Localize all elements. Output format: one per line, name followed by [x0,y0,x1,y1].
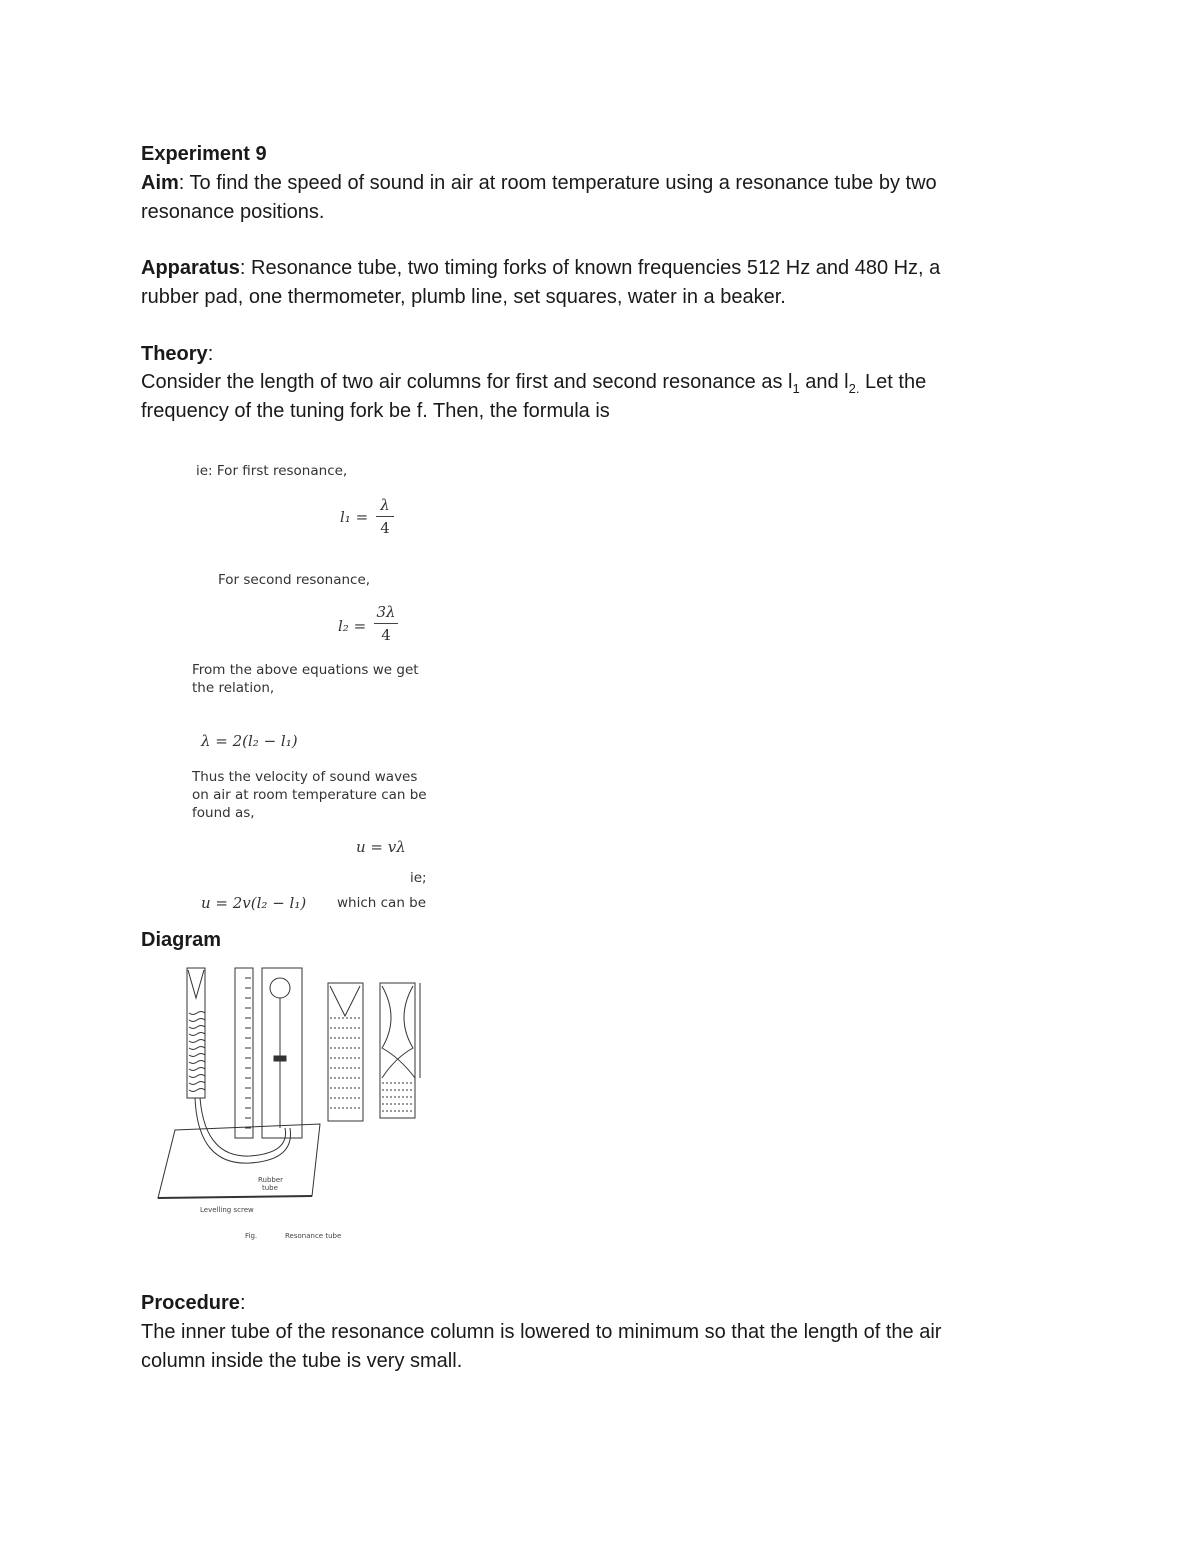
eq1-numerator: λ [380,496,390,514]
metre-scale [235,968,253,1138]
eq2-denominator: 4 [381,626,391,644]
first-resonance-wave [330,986,360,1016]
velocity-line-2: on air at room temperature can be [192,787,427,803]
diagram-fig-label: Fig. [245,1232,258,1240]
apparatus-text-1: : Resonance tube, two timing forks of known frequencies 512 Hz and 480 Hz, a [239,257,941,279]
procedure-line-1: The inner tube of the resonance column is lowered to minimum so that the length of the air [141,1321,942,1343]
diagram-label: Diagram [141,929,222,951]
relation-line-1: From the above equations we get [192,662,419,678]
eq1-lhs: l₁ = [340,508,369,526]
reservoir-bulb [270,978,290,998]
theory-label: Theory [141,343,208,365]
second-column-water [382,1083,414,1111]
theory-colon: : [207,343,214,365]
reservoir-stand [262,968,302,1138]
apparatus-line-1 [141,254,940,283]
second-resonance-wave [382,986,415,1078]
procedure-line-2: column inside the tube is very small. [141,1350,463,1372]
eq2-numerator: 3λ [376,603,396,621]
eq2-fraction [374,603,398,644]
eq3: λ = 2(l₂ − l₁) [201,732,298,750]
procedure-colon: : [239,1292,246,1314]
theory-text-mid: and l [799,371,849,393]
eq2-fraction-bar [374,623,398,624]
eq4: u = vλ [356,838,406,856]
apparatus-line-2: rubber pad, one thermometer, plumb line, set squares, water in a beaker. [141,286,786,308]
velocity-line-1: Thus the velocity of sound waves [192,769,418,785]
procedure-heading [141,1289,246,1318]
theory-line-2: frequency of the tuning fork be f. Then, the formula is [141,400,610,422]
eq1-fraction-bar [376,516,394,517]
eq1-denominator: 4 [380,519,390,537]
rubber-tube-outer [195,1098,291,1163]
velocity-line-3: found as, [192,805,255,821]
first-resonance-column [328,983,363,1121]
first-column-water [330,1018,362,1108]
theory-sub-1: 1 [792,381,800,396]
theory-text-pre: Consider the length of two air columns for first and second resonance as l [141,371,793,393]
diagram-scale-label: Levelling screw [200,1206,254,1214]
second-resonance-label: For second resonance, [218,572,371,588]
first-resonance-label: ie: For first resonance, [196,463,348,479]
relation-line-2: the relation, [192,680,275,696]
which-can-be: which can be [337,895,427,911]
tuning-fork-shape [188,970,204,998]
aim-label: Aim [141,172,179,194]
eq1-fraction [376,496,394,537]
scale-ticks [245,978,251,1128]
aim-line-1 [141,169,937,198]
clamp [274,1056,286,1061]
water-in-tube [189,1012,205,1092]
theory-sub-2: 2. [848,381,860,396]
aim-text-1: : To find the speed of sound in air at room temperature using a resonance tube by two [178,172,937,194]
aim-line-2: resonance positions. [141,201,325,223]
apparatus-label: Apparatus [141,257,240,279]
procedure-label: Procedure [141,1292,240,1314]
ie-label: ie; [410,870,427,886]
resonance-tube-diagram [150,958,440,1248]
diagram-caption: Resonance tube [285,1232,342,1240]
eq2-lhs: l₂ = [338,617,367,635]
eq5: u = 2v(l₂ − l₁) [201,894,307,912]
diagram-tube-label: tube [262,1184,278,1192]
base-board [158,1124,320,1198]
base-edge [158,1196,312,1198]
diagram-rubber-label: Rubber [258,1176,284,1184]
theory-text-post: Let the [859,371,927,393]
theory-heading [141,340,213,369]
experiment-heading: Experiment 9 [141,143,267,165]
